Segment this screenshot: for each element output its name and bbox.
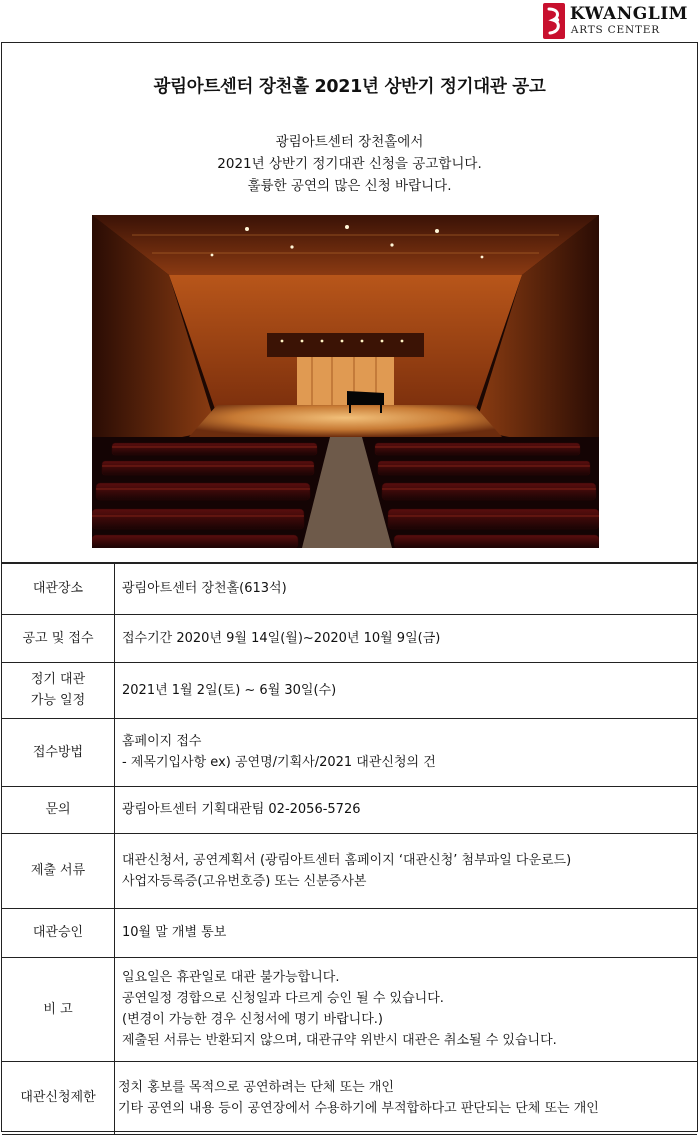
info-label: 접수방법: [2, 718, 115, 786]
info-label: 정기 대관 가능 일정: [2, 662, 115, 718]
info-value: 일요일은 휴관일로 대관 불가능합니다. 공연일정 경합으로 신청일과 다르게 승인 될 수 있습니다. (변경이 가능한 경우 신청서에 명기 바랍니다.) 제출된 서류는 반환되지 않으며, 대관규약 위반시 대관은 취소될 수 있습니다.: [115, 957, 698, 1061]
info-value: 대관신청서, 공연계획서 (광림아트센터 홈페이지 ‘대관신청’ 첨부파일 다운로드) 사업자등록증(고유번호증) 또는 신분증사본: [115, 833, 698, 908]
info-row-documents: [2, 833, 697, 908]
info-value: 홈페이지 접수 - 제목기입사항 ex) 공연명/기획사/2021 대관신청의 건: [115, 718, 698, 786]
info-row-contact: [2, 786, 697, 833]
info-row-schedule: [2, 662, 697, 718]
info-row-restrictions: [2, 1061, 697, 1134]
info-value: 10월 말 개별 통보: [115, 908, 698, 957]
info-row-announcement: [2, 614, 697, 662]
info-row-approval: [2, 908, 697, 957]
notice-intro: [2, 131, 697, 197]
intro-line: 광림아트센터 장천홀에서: [275, 134, 424, 150]
info-row-venue: [2, 563, 697, 614]
logo-name: KWANGLIM: [569, 4, 688, 25]
info-label: 제출 서류: [2, 833, 115, 908]
logo-subname: ARTS CENTER: [570, 24, 660, 37]
kwanglim-emblem-icon: [543, 3, 565, 39]
intro-line: 2021년 상반기 정기대관 신청을 공고합니다.: [217, 156, 482, 172]
kwanglim-logo: [543, 2, 688, 40]
info-label: 비 고: [2, 957, 115, 1061]
concert-hall-photo: [92, 215, 599, 548]
intro-line: 훌륭한 공연의 많은 신청 바랍니다.: [247, 178, 452, 194]
info-value: 정치 홍보를 목적으로 공연하려는 단체 또는 개인 기타 공연의 내용 등이 공연장에서 수용하기에 부적합하다고 판단되는 단체 또는 개인: [115, 1061, 698, 1134]
info-label: 대관승인: [2, 908, 115, 957]
notice-title: 광림아트센터 장천홀 2021년 상반기 정기대관 공고: [153, 77, 546, 97]
info-value: 광림아트센터 기획대관팀 02-2056-5726: [115, 786, 698, 833]
info-row-application: [2, 718, 697, 786]
info-value: 광림아트센터 장천홀(613석): [115, 563, 698, 614]
rental-info-table: [2, 562, 697, 1135]
info-label: 대관장소: [2, 563, 115, 614]
info-label: 문의: [2, 786, 115, 833]
info-value: 2021년 1월 2일(토) ~ 6월 30일(수): [115, 662, 698, 718]
notice-frame: [1, 42, 698, 1132]
info-label: 공고 및 접수: [2, 614, 115, 662]
info-label: 대관신청제한: [2, 1061, 115, 1134]
info-row-remarks: [2, 957, 697, 1061]
info-value: 접수기간 2020년 9월 14일(월)~2020년 10월 9일(금): [115, 614, 698, 662]
